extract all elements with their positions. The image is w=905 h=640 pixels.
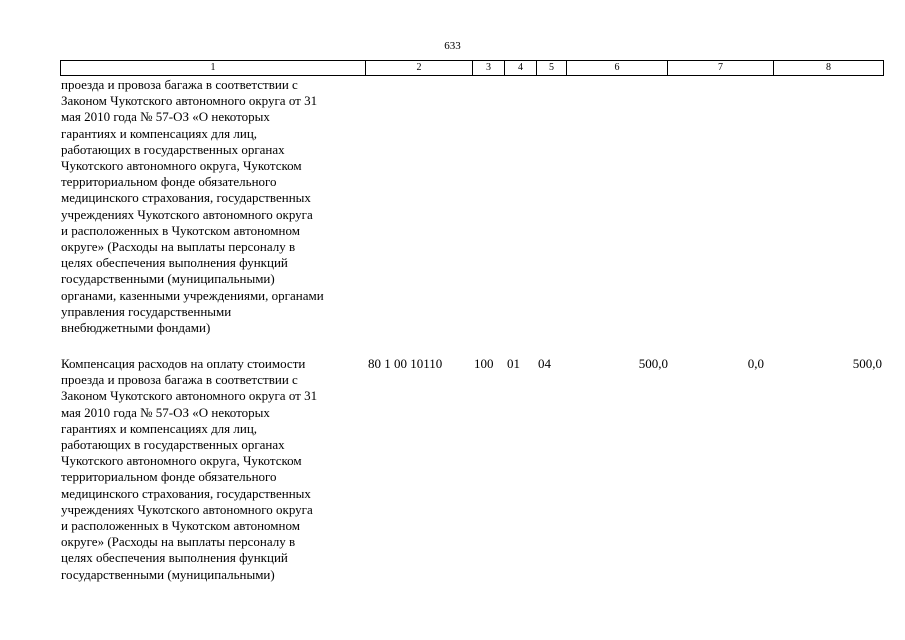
description-line: территориальном фонде обязательного: [61, 174, 277, 190]
description-line: внебюджетными фондами): [61, 320, 211, 336]
description-line: работающих в государственных органах: [61, 437, 285, 453]
column-number-header: [60, 60, 884, 76]
description-line: государственными (муниципальными): [61, 271, 275, 287]
header-col-5: 5: [537, 61, 567, 76]
description-line: мая 2010 года № 57-ОЗ «О некоторых: [61, 109, 270, 125]
description-line: целях обеспечения выполнения функций: [61, 255, 288, 271]
header-col-7: 7: [668, 61, 774, 76]
header-col-8: 8: [774, 61, 884, 76]
amount-col-7: 0,0: [747, 356, 764, 371]
row-compensation-description: [61, 356, 317, 583]
amount-col-8: 500,0: [852, 356, 882, 371]
amount-col-6: 500,0: [638, 356, 668, 371]
description-line: проезда и провоза багажа в соответствии с: [61, 372, 298, 388]
description-line: и расположенных в Чукотском автономном: [61, 518, 300, 534]
header-col-1: 1: [61, 61, 366, 76]
description-line: медицинского страхования, государственных: [61, 190, 311, 206]
description-line: Чукотского автономного округа, Чукотском: [61, 158, 302, 174]
description-line: работающих в государственных органах: [61, 141, 285, 157]
description-line: Компенсация расходов на оплату стоимости: [61, 356, 306, 371]
description-line: территориальном фонде обязательного: [61, 469, 277, 485]
page-number: 633: [444, 40, 461, 52]
description-line: государственными (муниципальными): [61, 566, 275, 582]
description-line: целях обеспечения выполнения функций: [61, 550, 288, 566]
description-line: Законом Чукотского автономного округа от 31: [61, 93, 318, 109]
row-continued-description: [61, 77, 324, 336]
description-line: округе» (Расходы на выплаты персоналу в: [61, 534, 296, 550]
description-line: мая 2010 года № 57-ОЗ «О некоторых: [61, 404, 270, 420]
description-line: учреждениях Чукотского автономного округа: [61, 501, 313, 517]
description-line: управления государственными: [61, 303, 232, 319]
header-col-3: 3: [473, 61, 505, 76]
description-line: Законом Чукотского автономного округа от 31: [61, 388, 318, 404]
header-col-2: 2: [366, 61, 473, 76]
description-line: Чукотского автономного округа, Чукотском: [61, 453, 302, 469]
description-line: и расположенных в Чукотском автономном: [61, 222, 300, 238]
expense-type-code: 100: [474, 356, 494, 371]
description-line: округе» (Расходы на выплаты персоналу в: [61, 239, 296, 255]
description-line: учреждениях Чукотского автономного округа: [61, 206, 313, 222]
header-col-6: 6: [567, 61, 668, 76]
description-line: гарантиях и компенсациях для лиц,: [61, 125, 258, 141]
description-line: медицинского страхования, государственных: [61, 485, 311, 501]
section-code: 01: [507, 356, 520, 371]
header-col-4: 4: [505, 61, 537, 76]
description-line: органами, казенными учреждениями, органами: [61, 287, 324, 303]
description-line: гарантиях и компенсациях для лиц,: [61, 420, 258, 436]
target-article-code: 80 1 00 10110: [368, 356, 443, 371]
subsection-code: 04: [538, 356, 551, 371]
description-line: проезда и провоза багажа в соответствии с: [61, 77, 298, 92]
